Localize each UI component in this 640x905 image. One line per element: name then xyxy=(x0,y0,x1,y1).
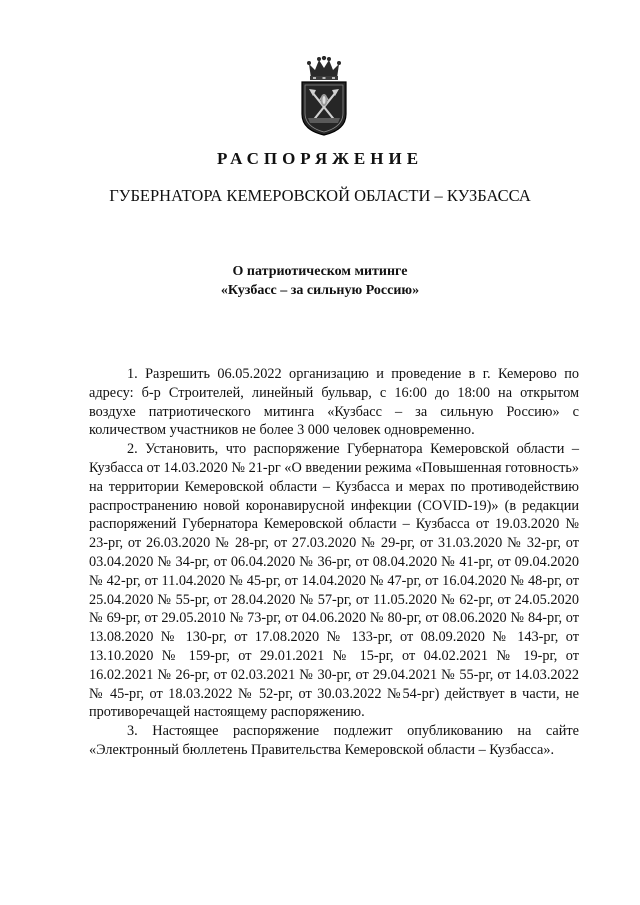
document-title xyxy=(0,262,640,300)
paragraph-3: 3. Настоящее распоряжение подлежит опубликованию на сайте «Электронный бюллетень Правительства Кемеровской области – Кузбасса». xyxy=(89,723,579,758)
issuer-title: ГУБЕРНАТОРА КЕМЕРОВСКОЙ ОБЛАСТИ – КУЗБАССА xyxy=(109,186,531,205)
coat-of-arms-icon xyxy=(298,56,350,136)
title-line-2: «Кузбасс – за сильную Россию» xyxy=(220,283,420,298)
document-type: РАСПОРЯЖЕНИЕ xyxy=(216,149,424,168)
paragraph-1: 1. Разрешить 06.05.2022 организацию и проведение в г. Кемерово по адресу: б-р Строителей, линейный бульвар, с 16:00 до 18:00 на открытом воздухе патриотического митинга «Кузбасс – за сильную Россию» с количеством участников не более 3 000 человек одновременно. xyxy=(89,366,579,439)
document-body xyxy=(89,365,579,760)
paragraph-2: 2. Установить, что распоряжение Губернатора Кемеровской области – Кузбасса от 14.03.2020 № 21-рг «О введении режима «Повышенная готовность» на территории Кемеровской области – Кузбасса и мерах по противодействию распространению новой коронавирусной инфекции (COVID-19)» (в редакции распоряжений Губернатора Кемеровской области – Кузбасса от 19.03.2020 № 23-рг, от 26.03.2020 № 28-рг, от 27.03.2020 № 29-рг, от 31.03.2020 № 32-рг, от 03.04.2020 № 34-рг, от 06.04.2020 № 36-рг, от 08.04.2020 № 41-рг, от 09.04.2020 № 42-рг, от 11.04.2020 № 45-рг, от 14.04.2020 № 47-рг, от 16.04.2020 № 48-рг, от 25.04.2020 № 55-рг, от 28.04.2020 № 57-рг, от 11.05.2020 № 62-рг, от 24.05.2020 № 69-рг, от 29.05.2010 № 73-рг, от 04.06.2020 № 80-рг, от 08.06.2020 № 84-рг, от 13.08.2020 № 130-рг, от 17.08.2020 № 133-рг, от 08.09.2020 № 143-рг, от 13.10.2020 № 159-рг, от 29.01.2021 № 15-рг, от 04.02.2021 № 19-рг, от 16.02.2021 № 26-рг, от 02.03.2021 № 30-рг, от 29.04.2021 № 55-рг, от 14.03.2022 № 45-рг, от 18.03.2022 № 52-рг, от 30.03.2022 №54-рг) действует в части, не противоречащей настоящему распоряжению. xyxy=(89,441,579,721)
title-line-1: О патриотическом митинге xyxy=(232,264,408,279)
